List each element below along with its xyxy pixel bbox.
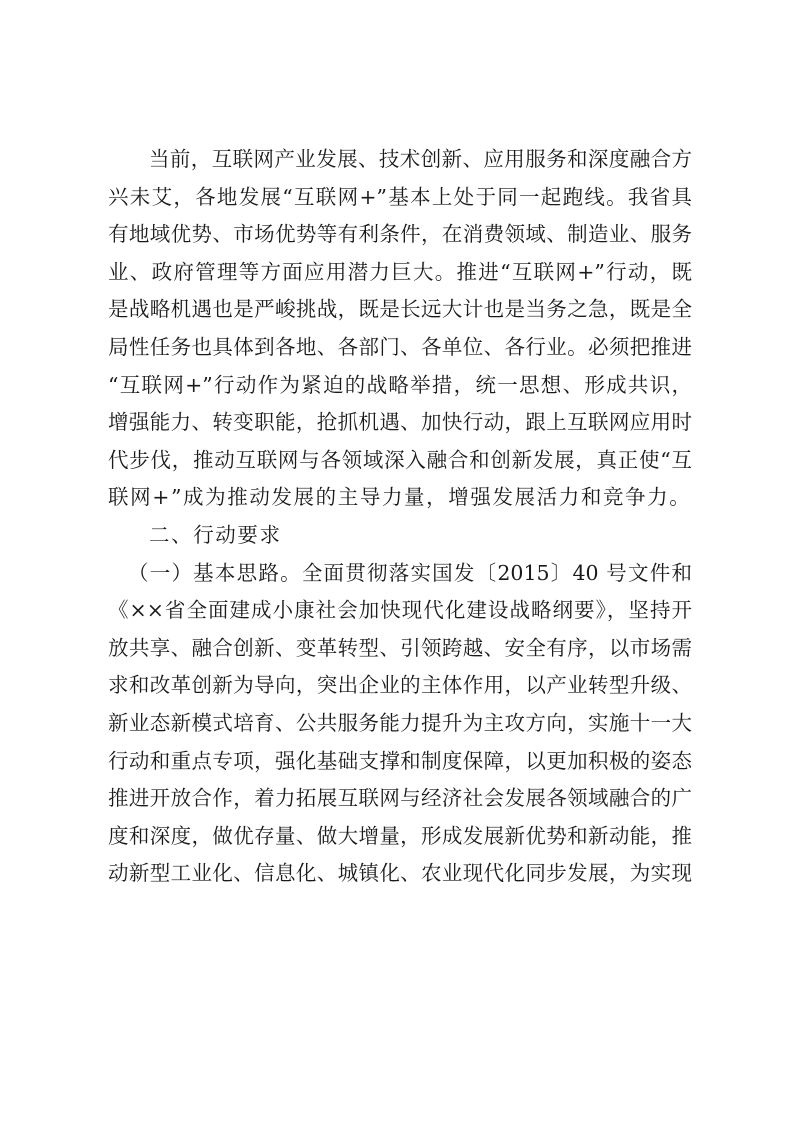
text-line: 代步伐，推动互联网与各领域深入融合和创新发展，真正使“互 (108, 447, 692, 472)
text-line: 业、政府管理等方面应用潜力巨大。推进“互联网+”行动，既 (108, 259, 692, 284)
document-body (108, 141, 692, 893)
text-line: 放共享、融合创新、变革转型、引领跨越、安全有序，以市场需 (108, 635, 692, 660)
text-line: （一）基本思路。全面贯彻落实国发〔2015〕40 号文件和 (128, 560, 692, 585)
text-line: 是战略机遇也是严峻挑战，既是长远大计也是当务之急，既是全 (108, 297, 692, 322)
text-line: 行动和重点专项，强化基础支撑和制度保障，以更加积极的姿态 (108, 748, 692, 773)
section-heading: 二、行动要求 (149, 522, 282, 547)
text-line: 联网+”成为推动发展的主导力量，增强发展活力和竞争力。 (108, 485, 692, 510)
text-line: 推进开放合作，着力拓展互联网与经济社会发展各领域融合的广 (108, 786, 692, 811)
text-line: 动新型工业化、信息化、城镇化、农业现代化同步发展，为实现 (108, 861, 692, 886)
text-line: 局性任务也具体到各地、各部门、各单位、各行业。必须把推进 (108, 334, 692, 359)
paragraph-basic-approach (108, 555, 692, 893)
text-line: “互联网+”行动作为紧迫的战略举措，统一思想、形成共识， (108, 372, 692, 397)
text-line: 《××省全面建成小康社会加快现代化建设战略纲要》，坚持开 (108, 598, 692, 623)
text-line: 兴未艾，各地发展“互联网+”基本上处于同一起跑线。我省具 (108, 184, 692, 209)
text-line: 当前，互联网产业发展、技术创新、应用服务和深度融合方 (149, 147, 692, 171)
text-line: 新业态新模式培育、公共服务能力提升为主攻方向，实施十一大 (108, 710, 692, 735)
text-line: 度和深度，做优存量、做大增量，形成发展新优势和新动能，推 (108, 823, 692, 848)
text-line: 增强能力、转变职能，抢抓机遇、加快行动，跟上互联网应用时 (108, 410, 692, 435)
text-line: 有地域优势、市场优势等有利条件，在消费领域、制造业、服务 (108, 222, 692, 247)
text-line: 求和改革创新为导向，突出企业的主体作用，以产业转型升级、 (108, 673, 692, 698)
paragraph-intro (108, 141, 692, 517)
